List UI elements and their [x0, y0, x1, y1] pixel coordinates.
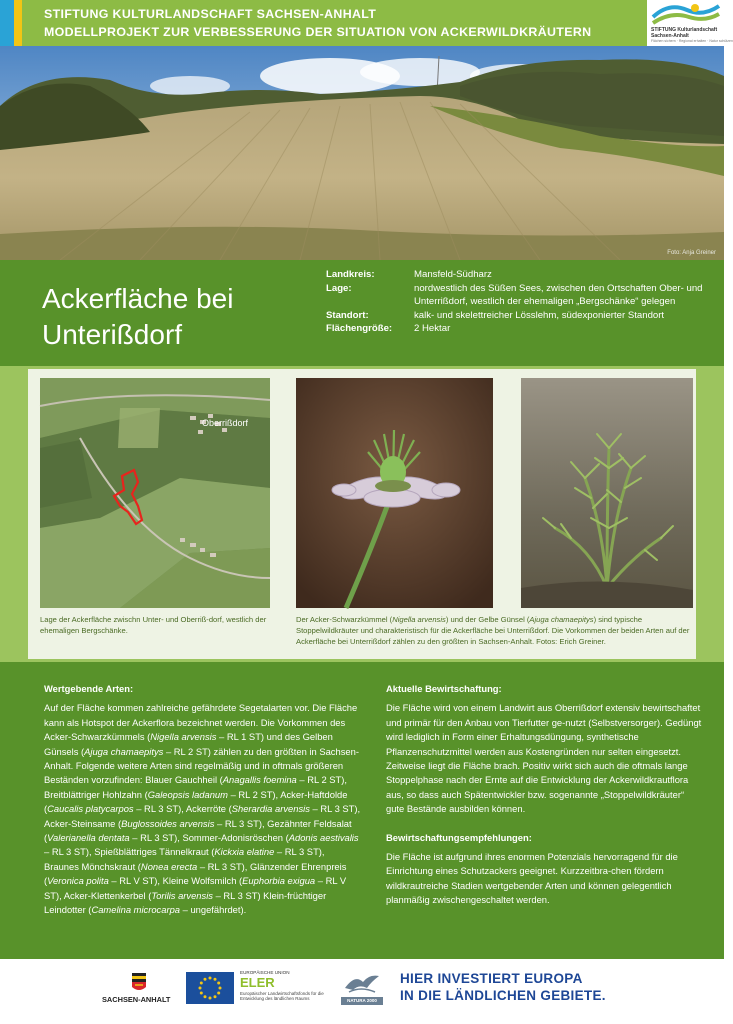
text-run: – RL 3 ST), Sommer-Adonisröschen (	[129, 832, 289, 844]
info-value: Mansfeld-Südharz	[414, 269, 492, 280]
species-name: Galeopsis ladanum	[147, 788, 228, 800]
info-value: 2 Hektar	[414, 323, 451, 335]
foundation-logo-name: STIFTUNG Kulturlandschaft Sachsen-Anhalt	[651, 27, 718, 39]
eu-slogan-line2: IN DIE LÄNDLICHEN GEBIETE.	[400, 988, 606, 1003]
species-name: Nigella arvensis	[150, 731, 217, 743]
management-section	[386, 682, 702, 922]
species-name: Valerianella dentata	[47, 832, 130, 844]
species-name: Veronica polita	[47, 875, 109, 887]
species-name: Buglossoides arvensis	[121, 817, 215, 829]
species-name: Caucalis platycarpos	[47, 803, 134, 815]
text-run: – RL 3 ST), Glänzender Ehrenpreis (	[44, 860, 347, 887]
landscape-photo	[0, 46, 724, 260]
info-row-landkreis	[326, 268, 718, 282]
site-info	[326, 268, 718, 336]
species-name: Kickxia elatine	[214, 846, 275, 858]
map-label-oberrissdorf: Oberrißdorf	[202, 418, 249, 428]
text-run: – RL 2 ST) zählen zu den größten in Sachsen-Anhalt. Folgende weitere Arten sind regelmäßig und in oftmals größeren Beständen vorzufinden: Blauer Gauchheil (	[44, 745, 359, 786]
eu-slogan	[400, 970, 606, 1004]
info-label: Flächengröße:	[326, 323, 393, 335]
info-label: Standort:	[326, 309, 369, 321]
bird-icon	[341, 970, 383, 996]
sachsen-anhalt-label: SACHSEN-ANHALT	[102, 995, 171, 1004]
photo-ajuga-chamaepitys	[521, 378, 693, 608]
valuable-species-text	[44, 701, 362, 917]
info-value: nordwestlich des Süßen Sees, zwischen den Ortschaften Ober- und Unterrißdorf, westlich der ehemaligen „Bergschänke“ gelegen	[414, 282, 703, 308]
natura-2000-label: NATURA 2000	[341, 997, 383, 1005]
sachsen-anhalt-crest-icon	[104, 971, 174, 995]
eler-logo	[240, 970, 334, 1010]
species-name: Ajuga chamaepitys	[84, 745, 164, 757]
species-name: Nigella arvensis	[392, 615, 446, 624]
foundation-logo	[647, 0, 733, 46]
aerial-map	[40, 378, 270, 608]
species-name: Sherardia arvensis	[231, 803, 310, 815]
current-management-text: Die Fläche wird von einem Landwirt aus Oberrißdorf extensiv bewirtschaftet und primär für den Anbau von Tierfutter ge-nutzt (Selbstversorger). Gedüngt wird lediglich in Form einer Erhaltungsdüngung, synthetische Pflanzenschutzmittel werden aus Kostengründen nur selten eingesetzt. Zeitweise liegt die Fläche brach. Positiv wirkt sich auch die oftmals lange Stoppelphase nach der Ernte auf die Entwicklung der Ackerwildkrautflora aus, so dass auch Spätentwickler bzw. sogenannte „Stoppelwildkräuter“ gute Bestände ausbilden können.	[386, 702, 702, 815]
foundation-logo-icon	[647, 0, 724, 27]
eler-subtitle: Europäischer Landwirtschaftsfonds für die Entwicklung des ländlichen Raums	[240, 991, 324, 1002]
map-caption: Lage der Ackerfläche zwischn Unter- und Oberriß-dorf, westlich der ehemaligen Bergschänke.	[40, 615, 267, 635]
species-name: Camelina microcarpa	[91, 904, 181, 916]
species-name: Nonea erecta	[140, 860, 198, 872]
text-run: – RL 3 ST), Acker-Steinsame (	[44, 803, 361, 829]
text-run: – RL 3 ST), Braunes Mönchskraut (	[44, 846, 325, 872]
text-run: Die Vorkommen des Acker-Schwarzkümmels (	[44, 716, 346, 743]
caption-text: ) sind typische Stoppelwildkräuter und charakteristisch für die Ackerfläche bei Unterrißdorf. Die Vorkommen der beiden Arten auf der Ackerfläche bei Unterrißdorf zählen zu den größten in Sachsen-Anhalt. Fotos: Erich Greiner.	[296, 615, 690, 646]
text-run: – RL V ST), Acker-Klettenkerbel (	[44, 875, 347, 901]
caption-text: Der Acker-Schwarzkümmel (	[296, 615, 393, 624]
text-run: Auf der Fläche kommen zahlreiche gefährdete Segetalarten vor. Die Fläche kann als Hotspot der Ackerflora bezeichnet werden.	[44, 702, 358, 728]
management-recommendations-text: Die Fläche ist aufgrund ihres enormen Potenzials hervorragend für die Einrichtung eines Schutzackers geeignet. Kurzzeitbra-chen fördern wildkrautreiche Stadien wertgebender Arten und können gelegentlich planmäßig zwischengeschaltet werden.	[386, 851, 678, 906]
text-run: – RL 2 ST), Breitblättriger Hohlzahn (	[44, 774, 347, 800]
header-stripe-yellow	[14, 0, 22, 46]
text-run: – RL 3 ST), Gezähnter Feldsalat (	[44, 817, 352, 844]
current-management-heading: Aktuelle Bewirtschaftung:	[386, 683, 502, 694]
valuable-species-section	[44, 682, 362, 932]
photos-caption	[296, 614, 694, 647]
foundation-logo-tagline: Flächen sichern · Regional erhalten · Natur schützen	[651, 39, 733, 43]
species-name: Torilis arvensis	[151, 889, 213, 901]
species-name: Euphorbia exigua	[242, 875, 316, 887]
species-name: Anagallis foemina	[222, 774, 297, 786]
species-name: Ajuga chamaepitys	[529, 615, 594, 624]
photo-credit: Foto: Anja Greiner	[667, 250, 716, 256]
text-run: – RL 3 ST), Spießblättriges Tännelkraut (	[44, 846, 215, 858]
text-run: – RL 3 ST) Klein-früchtiger Leindotter (	[44, 889, 327, 916]
valuable-species-heading: Wertgebende Arten:	[44, 683, 134, 694]
header-title-line2: MODELLPROJEKT ZUR VERBESSERUNG DER SITUATION VON ACKERWILDKRÄUTERN	[44, 25, 592, 39]
text-run: – RL 2 ST), Acker-Haftdolde (	[44, 788, 348, 815]
eu-slogan-line1: HIER INVESTIERT EUROPA	[400, 971, 583, 986]
caption-text: ) und der Gelbe Günsel (	[445, 615, 530, 624]
info-row-flaechengroesse	[326, 322, 718, 336]
header-title-line1: STIFTUNG KULTURLANDSCHAFT SACHSEN-ANHALT	[44, 7, 377, 21]
header-stripe-blue	[0, 0, 14, 46]
page-title: Ackerfläche bei Unterißdorf	[42, 283, 234, 350]
text-run: – RL 3 ST), Ackerröte (	[133, 803, 232, 815]
info-label: Lage:	[326, 282, 352, 294]
info-row-lage	[326, 282, 718, 309]
photo-nigella-arvensis	[296, 378, 493, 608]
info-label: Landkreis:	[326, 269, 375, 280]
text-run: – ungefährdet).	[180, 904, 247, 916]
text-run: – RL V ST), Kleine Wolfsmilch (	[108, 875, 243, 887]
eu-flag-icon	[186, 972, 234, 1004]
info-value: kalk- und skelettreicher Lösslehm, südexponierter Standort	[414, 309, 665, 321]
species-name: Adonis aestivalis	[288, 832, 359, 844]
eler-eu-label: EUROPÄISCHE UNION	[240, 970, 290, 975]
eler-title: ELER	[240, 975, 275, 990]
text-run: – RL 1 ST) und des Gelben Günsels (	[44, 731, 333, 757]
info-row-standort	[326, 309, 718, 323]
management-recommendations-heading: Bewirtschaftungsempfehlungen:	[386, 831, 532, 843]
